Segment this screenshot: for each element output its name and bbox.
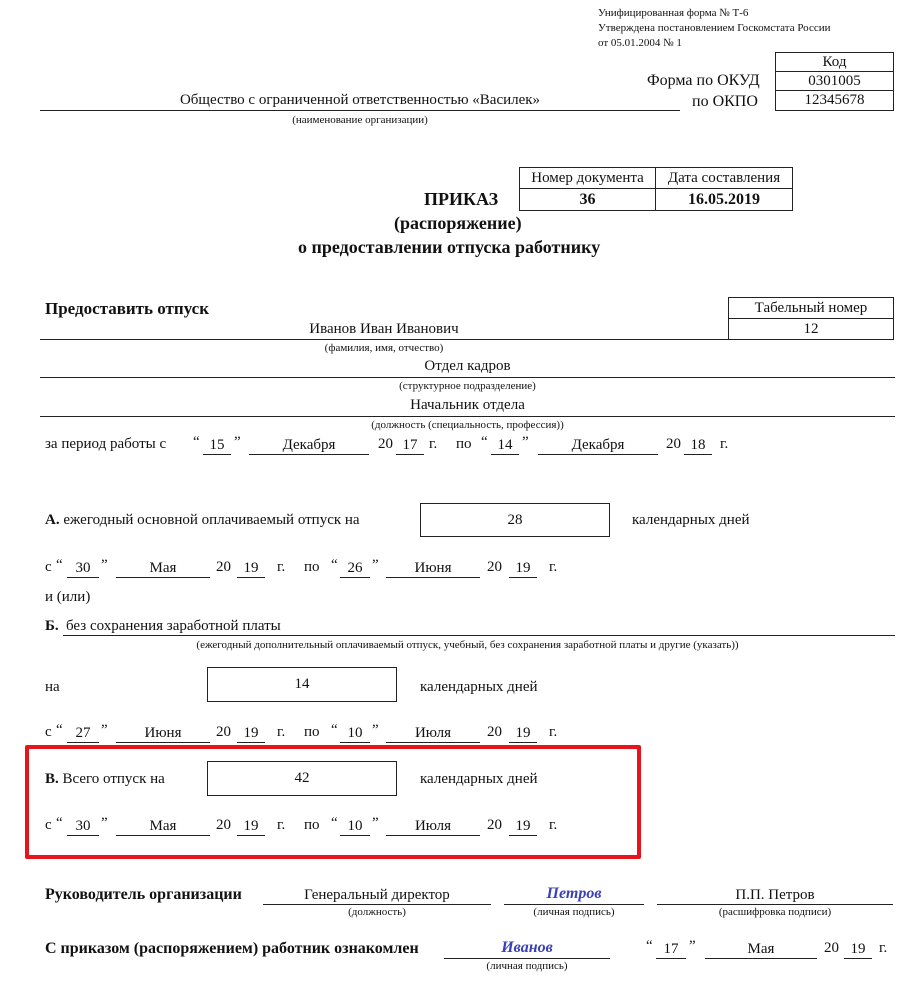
section-c-to-month: Июля [386, 817, 480, 836]
section-a-days-unit: календарных дней [632, 512, 750, 528]
employee-position: Начальник отдела [410, 397, 525, 413]
work-to-year-prefix: 20 [666, 436, 681, 452]
and-or-label: и (или) [45, 589, 91, 605]
work-from-month: Декабря [249, 436, 369, 455]
section-a-from-month: Мая [116, 559, 210, 578]
head-signature-caption: (личная подпись) [533, 906, 615, 918]
form-header-line3: от 05.01.2004 № 1 [598, 37, 682, 49]
section-b-to-year-suffix: г. [549, 724, 558, 740]
section-b-type: без сохранения заработной платы [66, 618, 281, 634]
work-to-day: 14 [491, 436, 519, 455]
work-from-year-suffix: г. [429, 436, 438, 452]
section-a-letter: А. [45, 512, 60, 528]
section-c-from-year-suffix: г. [277, 817, 286, 833]
form-header-line2: Утверждена постановлением Госкомстата России [598, 22, 831, 34]
head-position: Генеральный директор [263, 886, 491, 905]
section-c-from-year-prefix: 20 [216, 817, 231, 833]
section-c-text: Всего отпуск на [62, 771, 165, 787]
section-b-days: 14 [207, 667, 397, 702]
section-a-from-quote-open: “ [56, 557, 63, 573]
organization-name: Общество с ограниченной ответственностью «Василек» [179, 92, 541, 108]
work-to-year-suffix: г. [720, 436, 729, 452]
section-a-from-label: с [45, 559, 52, 575]
section-b-to-label: по [304, 724, 320, 740]
section-c-from-day: 30 [67, 817, 99, 836]
section-c-to-year-prefix: 20 [487, 817, 502, 833]
section-c-label [45, 771, 165, 788]
organization-caption: (наименование организации) [292, 114, 428, 126]
tab-number-header: Табельный номер [728, 297, 894, 319]
section-b-on-label: на [45, 679, 60, 695]
grant-leave-label: Предоставить отпуск [45, 299, 210, 318]
okpo-label: по ОКПО [692, 93, 758, 110]
ack-month: Мая [705, 940, 817, 959]
section-a-from-year: 19 [237, 559, 265, 578]
section-a-from-day: 30 [67, 559, 99, 578]
section-b-from-day: 27 [67, 724, 99, 743]
section-c-from-year: 19 [237, 817, 265, 836]
ack-year-suffix: г. [879, 940, 888, 956]
section-b-to-month: Июля [386, 724, 480, 743]
ack-day: 17 [656, 940, 686, 959]
section-b-to-year-prefix: 20 [487, 724, 502, 740]
section-a-to-year-prefix: 20 [487, 559, 502, 575]
section-c-to-quote-open: “ [331, 815, 338, 831]
employee-name-underline [40, 339, 728, 340]
section-c-days-unit: календарных дней [420, 771, 538, 787]
section-a-from-year-prefix: 20 [216, 559, 231, 575]
section-a-text: ежегодный основной оплачиваемый отпуск на [63, 512, 360, 528]
section-b-from-year-suffix: г. [277, 724, 286, 740]
ack-quote-close: ” [689, 938, 696, 954]
doc-title-order: ПРИКАЗ [424, 189, 499, 209]
section-a-to-year-suffix: г. [549, 559, 558, 575]
head-label: Руководитель организации [45, 886, 242, 903]
section-b-to-quote-close: ” [372, 722, 379, 738]
head-position-caption: (должность) [348, 906, 406, 918]
section-a-to-quote-close: ” [372, 557, 379, 573]
okpo-value: 12345678 [775, 90, 894, 111]
head-signature: Петров [504, 884, 644, 905]
work-from-quote-open: “ [193, 434, 200, 450]
work-from-quote-close: ” [234, 434, 241, 450]
employee-signature: Иванов [444, 938, 610, 959]
section-c-from-quote-close: ” [101, 815, 108, 831]
section-b-from-label: с [45, 724, 52, 740]
work-to-quote-close: ” [522, 434, 529, 450]
doc-date-header: Дата составления [655, 167, 793, 189]
section-c-from-month: Мая [116, 817, 210, 836]
section-b-type-underline [63, 635, 895, 636]
section-c-from-quote-open: “ [56, 815, 63, 831]
section-b-to-day: 10 [340, 724, 370, 743]
work-from-year-prefix: 20 [378, 436, 393, 452]
code-header: Код [775, 52, 894, 72]
section-c-letter: В. [45, 771, 59, 787]
doc-title-subject: о предоставлении отпуска работнику [298, 237, 601, 257]
okud-label: Форма по ОКУД [647, 72, 760, 89]
doc-number-header: Номер документа [519, 167, 656, 189]
section-b-from-year: 19 [237, 724, 265, 743]
section-b-to-quote-open: “ [331, 722, 338, 738]
section-a-to-label: по [304, 559, 320, 575]
work-from-year: 17 [396, 436, 424, 455]
section-a-from-quote-close: ” [101, 557, 108, 573]
section-b-days-unit: календарных дней [420, 679, 538, 695]
work-period-label: за период работы с [45, 436, 167, 452]
section-c-to-year: 19 [509, 817, 537, 836]
section-c-days: 42 [207, 761, 397, 796]
section-c-to-label: по [304, 817, 320, 833]
position-underline [40, 416, 895, 417]
section-c-to-day: 10 [340, 817, 370, 836]
section-a-to-year: 19 [509, 559, 537, 578]
employee-name: Иванов Иван Иванович [309, 321, 459, 337]
section-b-to-year: 19 [509, 724, 537, 743]
head-decode-caption: (расшифровка подписи) [718, 906, 832, 918]
doc-title-instruction: (распоряжение) [394, 213, 522, 233]
head-decode: П.П. Петров [657, 886, 893, 905]
work-to-year: 18 [684, 436, 712, 455]
organization-underline [40, 110, 680, 111]
ack-year-prefix: 20 [824, 940, 839, 956]
work-to-month: Декабря [538, 436, 658, 455]
section-a-to-month: Июня [386, 559, 480, 578]
employee-department: Отдел кадров [424, 358, 511, 374]
section-b-from-year-prefix: 20 [216, 724, 231, 740]
section-c-to-year-suffix: г. [549, 817, 558, 833]
section-b-letter: Б. [45, 618, 59, 634]
section-a-days: 28 [420, 503, 610, 537]
work-from-day: 15 [203, 436, 231, 455]
doc-date: 16.05.2019 [655, 188, 793, 211]
section-a-from-year-suffix: г. [277, 559, 286, 575]
form-header-line1: Унифицированная форма № Т-6 [598, 7, 749, 19]
work-to-quote-open: “ [481, 434, 488, 450]
section-b-from-month: Июня [116, 724, 210, 743]
section-b-from-quote-close: ” [101, 722, 108, 738]
doc-number: 36 [519, 188, 656, 211]
position-caption: (должность (специальность, профессия)) [371, 419, 564, 431]
department-caption: (структурное подразделение) [399, 380, 536, 392]
employee-name-caption: (фамилия, имя, отчество) [324, 342, 444, 354]
department-underline [40, 377, 895, 378]
section-b-caption: (ежегодный дополнительный оплачиваемый отпуск, учебный, без сохранения заработной платы и другие (указать)) [196, 639, 739, 651]
acknowledged-label: С приказом (распоряжением) работник ознакомлен [45, 940, 419, 957]
ack-year: 19 [844, 940, 872, 959]
section-a-to-quote-open: “ [331, 557, 338, 573]
ack-quote-open: “ [646, 938, 653, 954]
tab-number-value: 12 [728, 318, 894, 340]
section-b-from-quote-open: “ [56, 722, 63, 738]
employee-signature-caption: (личная подпись) [486, 960, 568, 972]
section-a-label [45, 512, 360, 529]
section-c-to-quote-close: ” [372, 815, 379, 831]
section-c-from-label: с [45, 817, 52, 833]
work-to-label: по [456, 436, 472, 452]
okud-value: 0301005 [775, 71, 894, 91]
section-a-to-day: 26 [340, 559, 370, 578]
